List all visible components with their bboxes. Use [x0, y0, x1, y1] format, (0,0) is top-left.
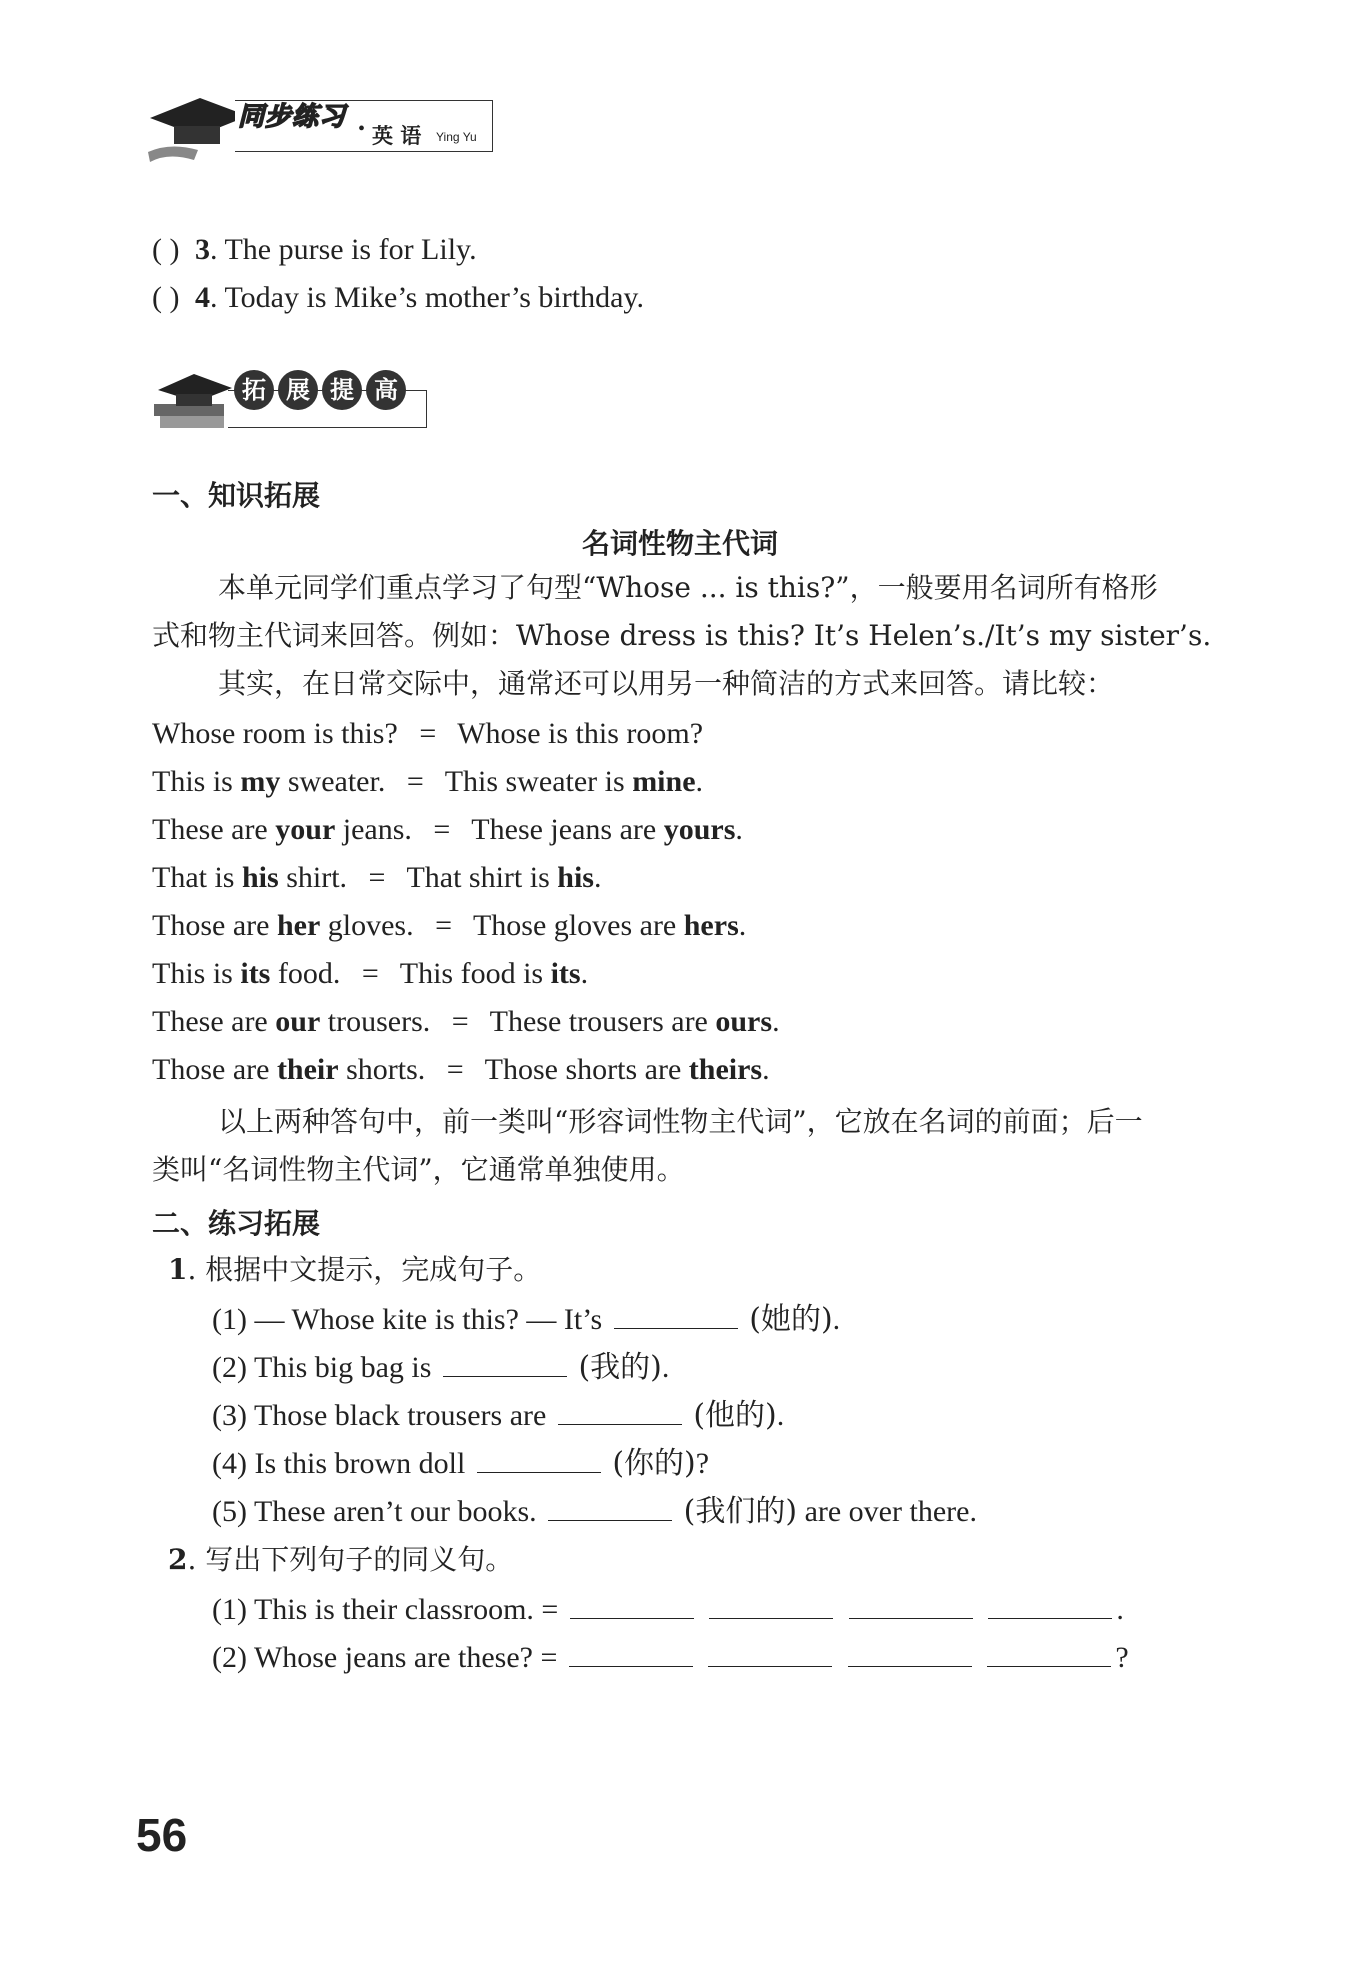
header-dot: •: [358, 118, 366, 140]
exercise-text: .: [661, 1351, 670, 1384]
compare-text: This food is: [399, 957, 551, 990]
section-heading: 一、知识拓展: [152, 479, 321, 512]
pronoun: its: [550, 957, 581, 990]
question-number: 2: [168, 1543, 188, 1576]
pronoun: hers: [683, 909, 739, 942]
badge-char: 高: [366, 370, 406, 410]
compare-text: Those are: [152, 909, 277, 942]
compare-text: shirt.: [278, 861, 348, 894]
answer-blank[interactable]: [614, 1298, 738, 1329]
question-prompt: [168, 1540, 513, 1580]
answer-blank[interactable]: [708, 1636, 832, 1667]
pronoun: her: [276, 909, 321, 942]
chinese-hint: (他的): [693, 1398, 777, 1433]
page-header: [140, 90, 500, 170]
pronoun: our: [275, 1005, 321, 1038]
exercise-text: .: [776, 1399, 785, 1432]
chinese-hint: (她的): [749, 1302, 833, 1337]
question-prompt: [168, 1250, 541, 1290]
compare-left: Whose room is this?: [152, 717, 398, 750]
exercise-text: (5) These aren’t our books.: [212, 1495, 537, 1528]
compare-text: This sweater is: [444, 765, 633, 798]
exercise-text: ?: [1115, 1641, 1129, 1674]
chinese-hint: (我的): [578, 1350, 662, 1385]
header-subject: 英 语: [372, 124, 422, 148]
answer-paren: ( ): [152, 233, 180, 266]
chinese-hint: (你的): [612, 1446, 696, 1481]
compare-text: food.: [270, 957, 341, 990]
item-text: . The purse is for Lily.: [209, 233, 477, 266]
compare-row: [152, 954, 588, 994]
answer-blank[interactable]: [988, 1588, 1112, 1619]
compare-row: [152, 858, 601, 898]
item-text: . Today is Mike’s mother’s birthday.: [209, 281, 644, 314]
equals-sign: =: [419, 717, 437, 750]
pronoun: ours: [715, 1005, 773, 1038]
answer-blank[interactable]: [548, 1490, 672, 1521]
compare-text: This is: [152, 765, 241, 798]
compare-text: .: [738, 909, 747, 942]
header-pinyin: Ying Yu: [436, 130, 477, 144]
compare-text: .: [580, 957, 589, 990]
compare-text: .: [762, 1053, 770, 1086]
compare-row: [152, 1050, 770, 1090]
exercise-item: [212, 1588, 1124, 1630]
compare-text: sweater.: [280, 765, 386, 798]
pronoun: their: [276, 1053, 339, 1086]
item-number: 3: [194, 233, 210, 266]
question-text: . 根据中文提示，完成句子。: [187, 1253, 542, 1286]
exercise-item: [212, 1298, 840, 1340]
answer-blank[interactable]: [558, 1394, 682, 1425]
equals-sign: =: [406, 765, 424, 798]
compare-text: Those shorts are: [484, 1053, 689, 1086]
exercise-item: [212, 1346, 669, 1388]
compare-text: That shirt is: [406, 861, 558, 894]
compare-row: [152, 810, 743, 850]
exercise-text: .: [832, 1303, 841, 1336]
exercise-item: [212, 1636, 1129, 1678]
compare-text: .: [695, 765, 704, 798]
compare-text: These trousers are: [489, 1005, 716, 1038]
question-text: . 写出下列句子的同义句。: [187, 1543, 514, 1576]
exercise-text: (1) — Whose kite is this? — It’s: [212, 1303, 603, 1336]
paragraph-line: 本单元同学们重点学习了句型“Whose ... is this?”，一般要用名词所有格形: [218, 571, 1158, 604]
compare-text: These are: [152, 1005, 276, 1038]
compare-text: Those gloves are: [472, 909, 684, 942]
compare-row: [152, 1002, 780, 1042]
compare-row: [152, 762, 703, 802]
compare-right: Whose is this room?: [457, 717, 704, 750]
compare-text: .: [735, 813, 743, 846]
answer-blank[interactable]: [570, 1588, 694, 1619]
answer-blank[interactable]: [477, 1442, 601, 1473]
pronoun: my: [240, 765, 281, 798]
answer-blank[interactable]: [709, 1588, 833, 1619]
compare-row: [152, 714, 703, 754]
page-number: 56: [136, 1809, 188, 1861]
equals-sign: =: [433, 813, 451, 846]
answer-blank[interactable]: [849, 1588, 973, 1619]
section-badge: [150, 360, 440, 436]
pronoun: yours: [663, 813, 736, 846]
compare-text: Those are: [152, 1053, 277, 1086]
badge-char: 展: [278, 370, 318, 410]
answer-blank[interactable]: [569, 1636, 693, 1667]
exercise-text: (2) This big bag is: [212, 1351, 432, 1384]
equals-sign: =: [368, 861, 386, 894]
compare-row: [152, 906, 746, 946]
question-number: 1: [168, 1253, 188, 1286]
compare-text: jeans.: [335, 813, 412, 846]
badge-char: 提: [322, 370, 362, 410]
compare-text: .: [772, 1005, 780, 1038]
compare-text: gloves.: [320, 909, 414, 942]
exercise-text: (2) Whose jeans are these? =: [212, 1641, 558, 1674]
compare-text: That is: [152, 861, 242, 894]
paragraph-line: 以上两种答句中，前一类叫“形容词性物主代词”，它放在名词的前面；后一: [218, 1105, 1143, 1138]
equals-sign: =: [435, 909, 453, 942]
compare-text: These jeans are: [471, 813, 664, 846]
exercise-text: ?: [695, 1447, 710, 1480]
section-subtitle: 名词性物主代词: [582, 527, 779, 560]
chinese-hint: (我们的): [683, 1494, 798, 1529]
equals-sign: =: [446, 1053, 464, 1086]
section-heading: 二、练习拓展: [152, 1207, 321, 1240]
paragraph-line: 式和物主代词来回答。例如：Whose dress is this? It’s Helen’s./It’s my sister’s.: [152, 619, 1212, 652]
exercise-text: (1) This is their classroom. =: [212, 1593, 559, 1626]
answer-paren: ( ): [152, 281, 180, 314]
exercise-text: are over there.: [797, 1495, 977, 1528]
answer-blank[interactable]: [443, 1346, 567, 1377]
badge-char: 拓: [234, 370, 274, 410]
books-cap-icon: [150, 360, 240, 436]
equals-sign: =: [361, 957, 379, 990]
list-item: [152, 278, 644, 318]
exercise-item: [212, 1394, 784, 1436]
compare-text: .: [593, 861, 602, 894]
pronoun: mine: [632, 765, 696, 798]
pronoun: his: [557, 861, 594, 894]
exercise-item: [212, 1490, 977, 1532]
paragraph-line: 其实，在日常交际中，通常还可以用另一种简洁的方式来回答。请比较：: [218, 667, 1115, 700]
list-item: [152, 230, 477, 270]
compare-text: shorts.: [338, 1053, 426, 1086]
answer-blank[interactable]: [848, 1636, 972, 1667]
graduation-cap-icon: [140, 90, 250, 170]
equals-sign: =: [451, 1005, 469, 1038]
pronoun: theirs: [688, 1053, 763, 1086]
pronoun: his: [242, 861, 279, 894]
paragraph-line: 类叫“名词性物主代词”，它通常单独使用。: [152, 1153, 685, 1186]
header-title: 同步练习: [238, 102, 347, 132]
exercise-text: (4) Is this brown doll: [212, 1447, 466, 1480]
compare-text: These are: [152, 813, 276, 846]
exercise-text: .: [1116, 1593, 1124, 1626]
answer-blank[interactable]: [987, 1636, 1111, 1667]
item-number: 4: [194, 281, 210, 314]
pronoun: your: [275, 813, 336, 846]
pronoun: its: [240, 957, 271, 990]
exercise-item: [212, 1442, 709, 1484]
compare-text: This is: [152, 957, 241, 990]
exercise-text: (3) Those black trousers are: [212, 1399, 547, 1432]
compare-text: trousers.: [320, 1005, 431, 1038]
